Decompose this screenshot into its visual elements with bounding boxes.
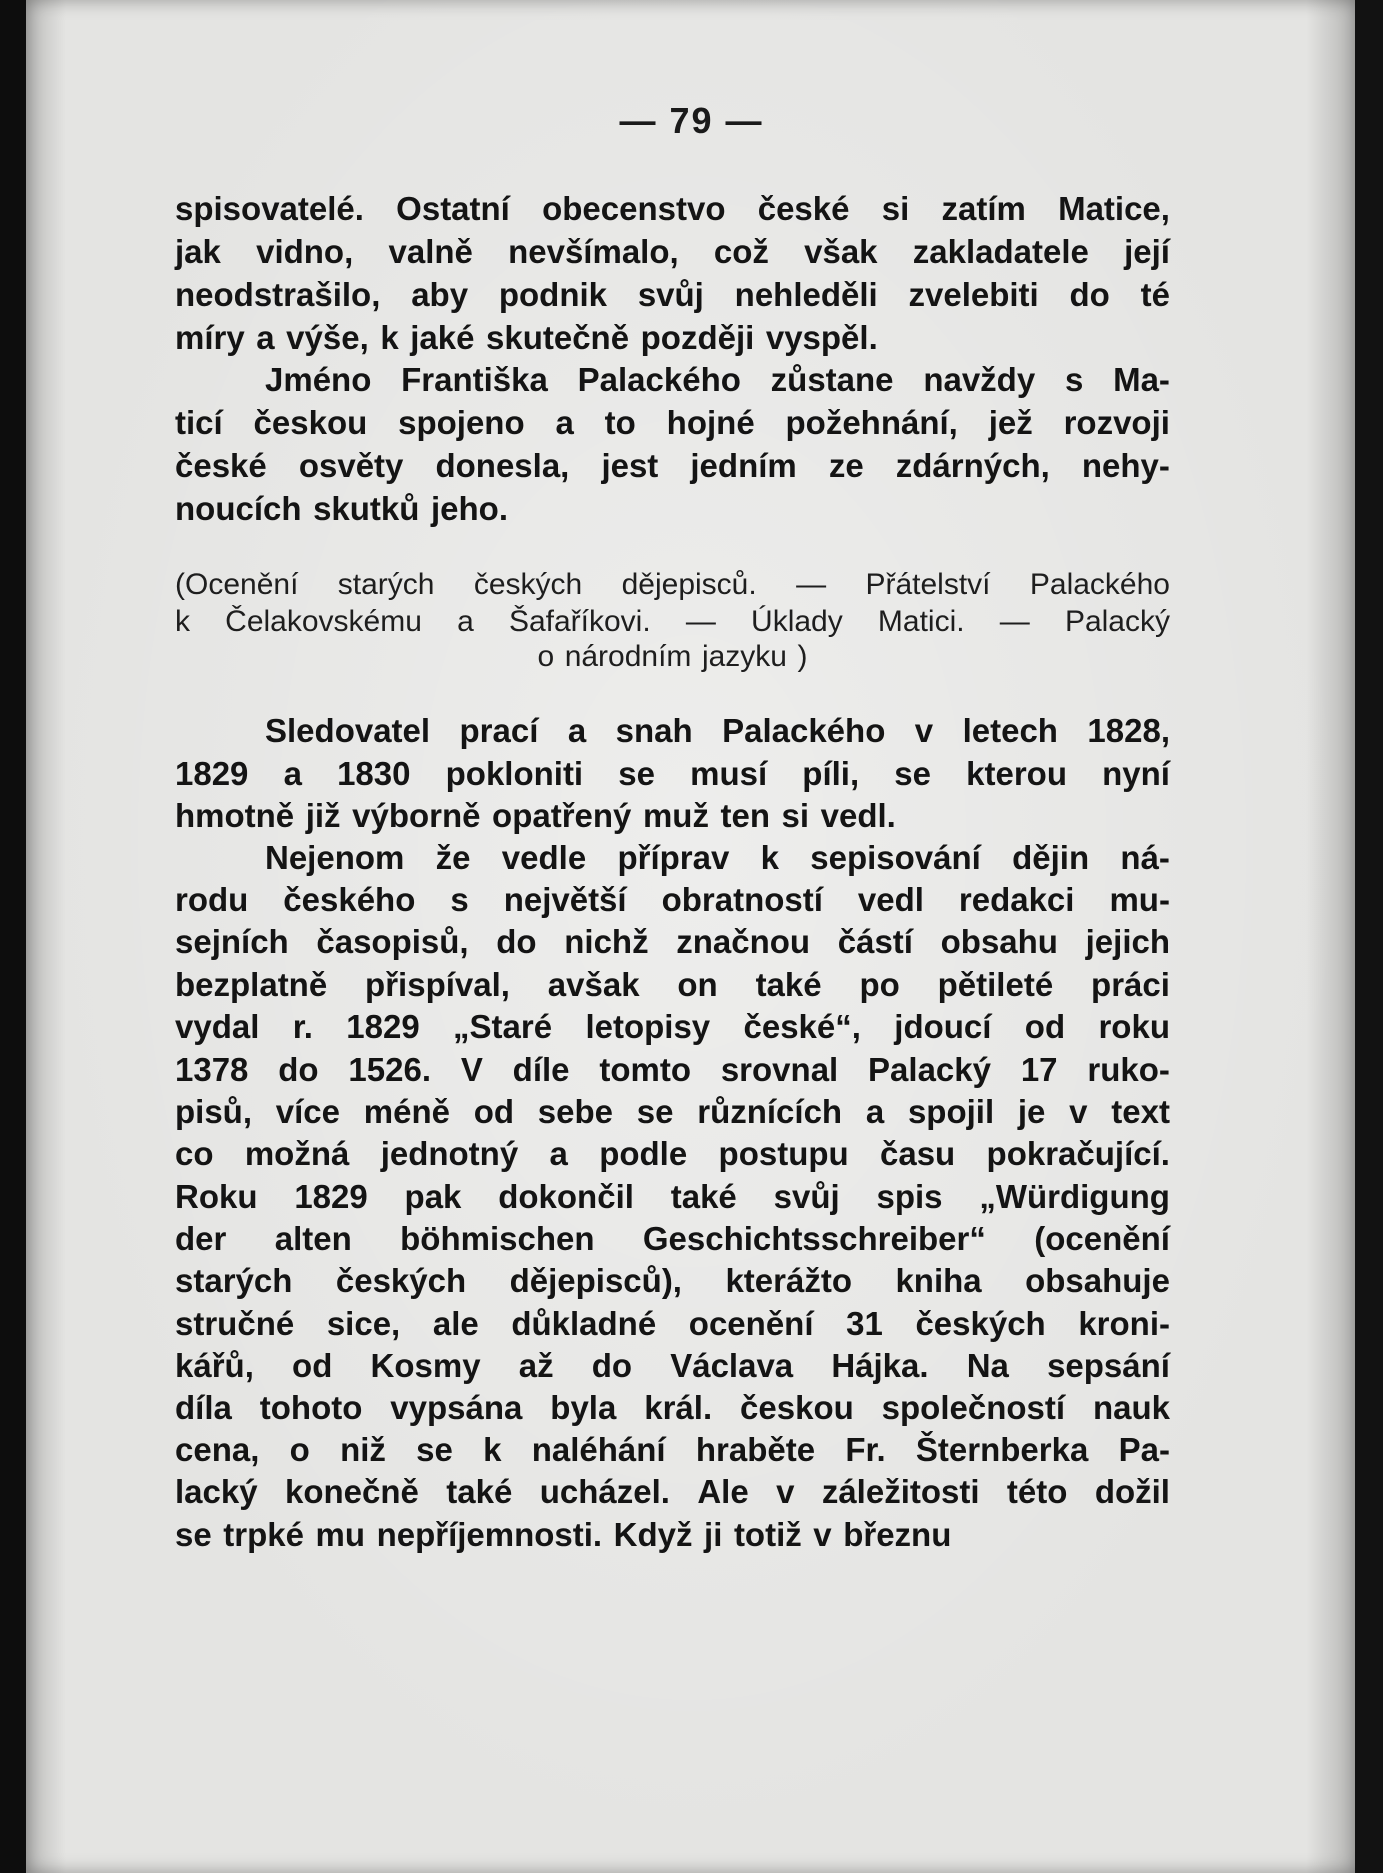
text-line: neodstrašilo, aby podnik svůj nehleděli zvelebiti do té — [175, 276, 1170, 313]
text-line: co možná jednotný a podle postupu času pokračující. — [175, 1135, 1170, 1172]
scan-edge — [1355, 0, 1383, 1873]
text-line: 1829 a 1830 pokloniti se musí píli, se kterou nyní — [175, 755, 1170, 792]
text-line: ticí českou spojeno a to hojné požehnání, jež rozvoji — [175, 404, 1170, 441]
text-line: der alten böhmischen Geschichtsschreiber“ (ocenění — [175, 1220, 1170, 1257]
text-line: cena, o niž se k naléhání hraběte Fr. Šternberka Pa- — [175, 1431, 1170, 1468]
text-line: díla tohoto vypsána byla král. českou společností nauk — [175, 1389, 1170, 1426]
text-line: noucích skutků jeho. — [175, 490, 508, 527]
text-line: Jméno Františka Palackého zůstane navždy s Ma- — [265, 361, 1170, 398]
text-line: hmotně již výborně opatřený muž ten si vedl. — [175, 797, 896, 834]
text-line: starých českých dějepisců), kterážto kniha obsahuje — [175, 1262, 1170, 1299]
text-line: sejních časopisů, do nichž značnou částí obsahu jejich — [175, 923, 1170, 960]
text-line: stručné sice, ale důkladné ocenění 31 českých kroni- — [175, 1305, 1170, 1342]
text-line: pisů, více méně od sebe se různících a spojil je v text — [175, 1093, 1170, 1130]
text-line: míry a výše, k jaké skutečně později vyspěl. — [175, 319, 878, 356]
text-line: lacký konečně také ucházel. Ale v záležitosti této dožil — [175, 1473, 1170, 1510]
summary-line: o národním jazyku ) — [537, 640, 808, 673]
text-line: bezplatně přispíval, avšak on také po pětileté práci — [175, 966, 1170, 1003]
summary-line: k Čelakovskému a Šafaříkovi. — Úklady Matici. — Palacký — [175, 605, 1170, 638]
text-line: se trpké mu nepříjemnosti. Když ji totiž v březnu — [175, 1516, 952, 1553]
text-line: vydal r. 1829 „Staré letopisy české“, jdoucí od roku — [175, 1008, 1170, 1045]
page-number: — 79 — — [619, 100, 764, 141]
text-line: české osvěty donesla, jest jedním ze zdárných, nehy- — [175, 447, 1170, 484]
text-line: jak vidno, valně nevšímalo, což však zakladatele její — [175, 233, 1170, 270]
text-line: spisovatelé. Ostatní obecenstvo české si zatím Matice, — [175, 190, 1170, 227]
text-line: rodu českého s největší obratností vedl redakci mu- — [175, 881, 1170, 918]
text-line: Nejenom že vedle příprav k sepisování dějin ná- — [265, 839, 1170, 876]
text-line: Roku 1829 pak dokončil také svůj spis „Würdigung — [175, 1178, 1170, 1215]
summary-line: (Ocenění starých českých dějepisců. — Přátelství Palackého — [175, 568, 1170, 601]
text-line: Sledovatel prací a snah Palackého v letech 1828, — [265, 712, 1170, 749]
text-line: 1378 do 1526. V díle tomto srovnal Palacký 17 ruko- — [175, 1051, 1170, 1088]
text-line: kářů, od Kosmy až do Václava Hájka. Na sepsání — [175, 1347, 1170, 1384]
